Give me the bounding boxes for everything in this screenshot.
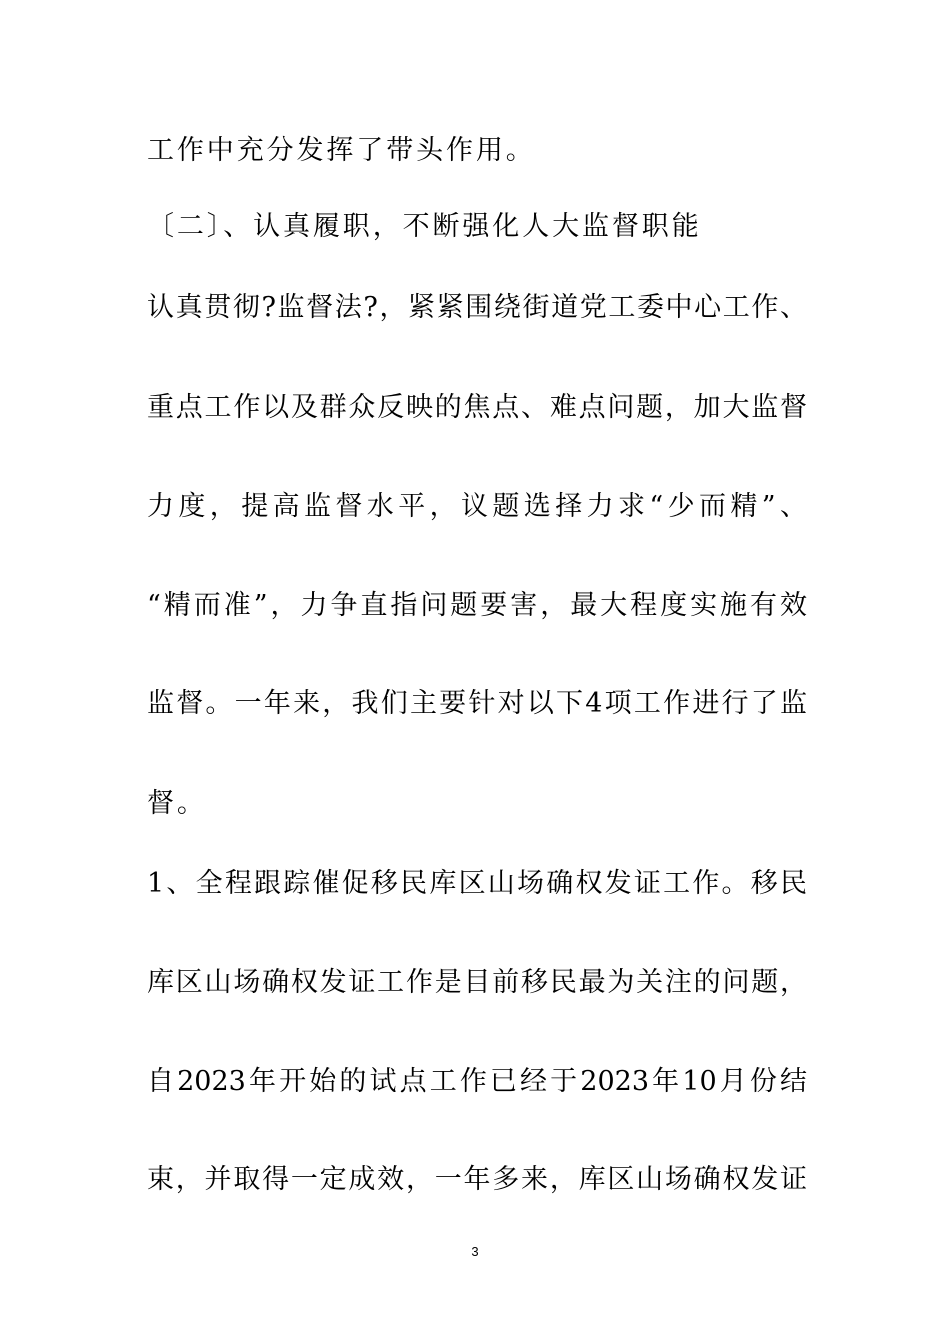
body-line-6: “精而准”，力争直指问题要害，最大程度实施有效	[147, 590, 807, 621]
body-line-10: 库区山场确权发证工作是目前移民最为关注的问题，	[147, 967, 807, 998]
page-number: 3	[471, 1244, 479, 1259]
body-line-3: 认真贯彻?监督法?，紧紧围绕街道党工委中心工作、	[147, 292, 807, 323]
body-line-8: 督。	[147, 788, 207, 819]
body-line-1: 工作中充分发挥了带头作用。	[147, 135, 536, 166]
section-heading: 〔二〕、认真履职，不断强化人大监督职能	[147, 211, 702, 242]
body-line-7: 监督。一年来，我们主要针对以下4项工作进行了监	[147, 688, 807, 719]
numbered-item-1: 1、全程跟踪催促移民库区山场确权发证工作。移民	[147, 868, 807, 899]
body-line-12: 束，并取得一定成效，一年多来，库区山场确权发证	[147, 1164, 807, 1195]
body-line-11: 自2023年开始的试点工作已经于2023年10月份结	[147, 1066, 807, 1097]
body-line-5: 力度，提高监督水平，议题选择力求“少而精”、	[147, 491, 807, 522]
body-line-4: 重点工作以及群众反映的焦点、难点问题，加大监督	[147, 392, 807, 423]
